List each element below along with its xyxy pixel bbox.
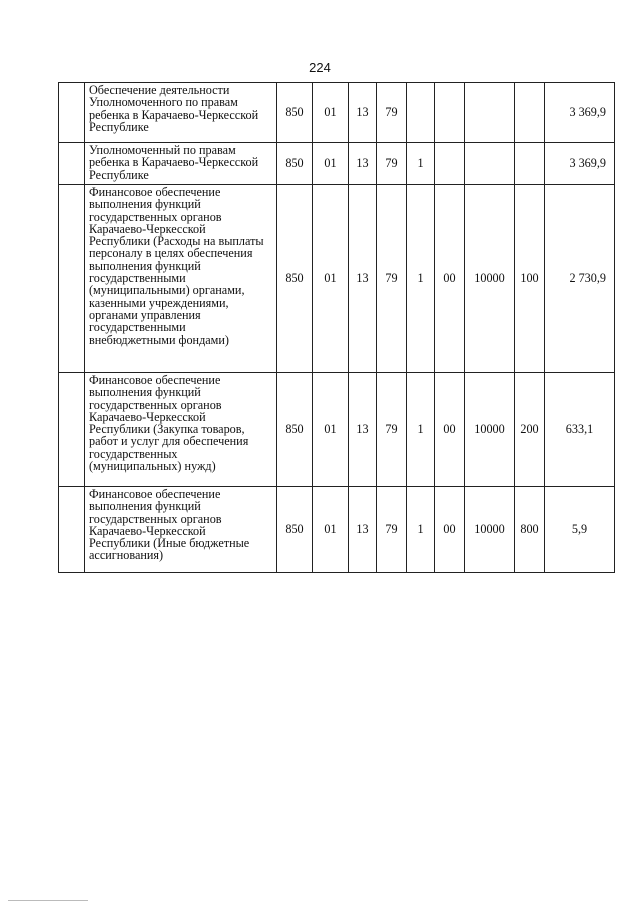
- cell-subsection: 13: [349, 185, 377, 373]
- cell-direction: [435, 83, 465, 143]
- cell-subprogram: 1: [407, 487, 435, 573]
- cell-amount: 2 730,9: [545, 185, 615, 373]
- cell-ministry: 850: [277, 83, 313, 143]
- row-name-line: Республике: [89, 167, 149, 182]
- row-name-line: Республики (Иные бюджетные: [89, 536, 250, 551]
- row-name-cell: [85, 83, 277, 143]
- cell-section: 01: [313, 83, 349, 143]
- cell-amount: 5,9: [545, 487, 615, 573]
- cell-subsection: 13: [349, 143, 377, 185]
- cell-ministry: 850: [277, 373, 313, 487]
- cell-subsection: 13: [349, 487, 377, 573]
- table-row: [59, 185, 615, 373]
- row-name-line: органами управления: [89, 307, 201, 322]
- row-name-line: Уполномоченный по правам: [89, 143, 236, 157]
- table-row: [59, 143, 615, 185]
- row-name-line: ассигнования): [89, 548, 164, 563]
- row-name-line: Карачаево-Черкесской: [89, 409, 206, 424]
- table-row: [59, 373, 615, 487]
- row-name-line: ребенка в Карачаево-Черкесской: [89, 107, 259, 122]
- cell-direction: [435, 143, 465, 185]
- cell-amount: 3 369,9: [545, 143, 615, 185]
- row-name-line: внебюджетными фондами): [89, 332, 229, 347]
- cell-subprogram: 1: [407, 373, 435, 487]
- row-name-line: Карачаево-Черкесской: [89, 523, 206, 538]
- cell-program: 79: [377, 143, 407, 185]
- scan-artifact-line: [8, 900, 88, 901]
- row-number-cell: [59, 487, 85, 573]
- row-name-line: Республики (Закупка товаров,: [89, 422, 245, 437]
- cell-ministry: 850: [277, 185, 313, 373]
- cell-program: 79: [377, 487, 407, 573]
- row-name-line: государственными: [89, 271, 186, 286]
- table-row: [59, 83, 615, 143]
- row-name-line: Республике: [89, 119, 149, 134]
- row-name-line: Уполномоченного по правам: [89, 95, 238, 110]
- row-name-line: персоналу в целях обеспечения: [89, 246, 253, 261]
- row-name-line: работ и услуг для обеспечения: [89, 434, 249, 449]
- row-name-line: (муниципальными) органами,: [89, 283, 245, 298]
- cell-expense-type: [515, 83, 545, 143]
- row-name-line: Финансовое обеспечение: [89, 373, 221, 387]
- row-number-cell: [59, 83, 85, 143]
- row-name-line: государственных органов: [89, 511, 222, 526]
- row-name-line: выполнения функций: [89, 197, 201, 212]
- cell-program: 79: [377, 185, 407, 373]
- row-number-cell: [59, 185, 85, 373]
- cell-section: 01: [313, 143, 349, 185]
- row-name-line: выполнения функций: [89, 499, 201, 514]
- cell-subprogram: 1: [407, 143, 435, 185]
- cell-item: 10000: [465, 373, 515, 487]
- cell-program: 79: [377, 83, 407, 143]
- cell-subprogram: 1: [407, 185, 435, 373]
- cell-direction: 00: [435, 487, 465, 573]
- row-name-cell: [85, 143, 277, 185]
- row-name-cell: [85, 373, 277, 487]
- row-name-line: Республики (Расходы на выплаты: [89, 234, 264, 249]
- row-name-line: казенными учреждениями,: [89, 295, 229, 310]
- row-name-line: выполнения функций: [89, 258, 201, 273]
- cell-expense-type: [515, 143, 545, 185]
- cell-expense-type: 800: [515, 487, 545, 573]
- cell-item: [465, 83, 515, 143]
- row-name-line: Карачаево-Черкесской: [89, 221, 206, 236]
- cell-item: 10000: [465, 487, 515, 573]
- cell-ministry: 850: [277, 487, 313, 573]
- cell-direction: 00: [435, 373, 465, 487]
- row-name-line: выполнения функций: [89, 385, 201, 400]
- row-name-line: ребенка в Карачаево-Черкесской: [89, 155, 259, 170]
- cell-ministry: 850: [277, 143, 313, 185]
- row-name-line: Финансовое обеспечение: [89, 487, 221, 501]
- row-name-line: (муниципальных) нужд): [89, 459, 216, 474]
- budget-table: [58, 82, 615, 573]
- cell-section: 01: [313, 185, 349, 373]
- cell-section: 01: [313, 373, 349, 487]
- cell-direction: 00: [435, 185, 465, 373]
- row-name-cell: [85, 185, 277, 373]
- cell-subsection: 13: [349, 373, 377, 487]
- row-name-line: государственных органов: [89, 397, 222, 412]
- page-number: 224: [309, 60, 331, 75]
- row-name-line: государственных органов: [89, 209, 222, 224]
- row-number-cell: [59, 143, 85, 185]
- cell-expense-type: 100: [515, 185, 545, 373]
- table-row: [59, 487, 615, 573]
- row-name-cell: [85, 487, 277, 573]
- row-name-line: государственных: [89, 446, 178, 461]
- cell-item: 10000: [465, 185, 515, 373]
- row-number-cell: [59, 373, 85, 487]
- cell-item: [465, 143, 515, 185]
- cell-program: 79: [377, 373, 407, 487]
- cell-amount: 3 369,9: [545, 83, 615, 143]
- cell-section: 01: [313, 487, 349, 573]
- cell-expense-type: 200: [515, 373, 545, 487]
- cell-amount: 633,1: [545, 373, 615, 487]
- cell-subsection: 13: [349, 83, 377, 143]
- row-name-line: государственными: [89, 320, 186, 335]
- row-name-line: Обеспечение деятельности: [89, 83, 230, 97]
- cell-subprogram: [407, 83, 435, 143]
- row-name-line: Финансовое обеспечение: [89, 185, 221, 199]
